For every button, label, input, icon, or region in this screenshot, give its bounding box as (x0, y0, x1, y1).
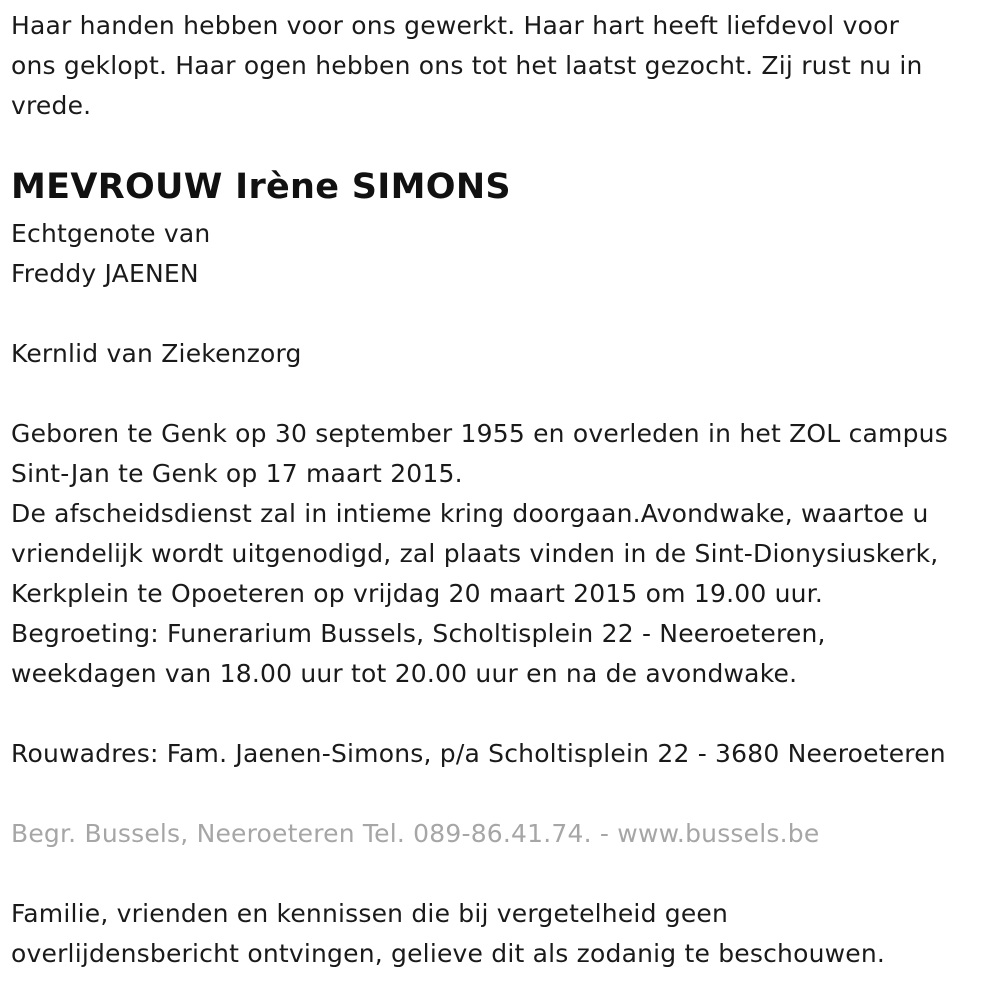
life-and-service-details (11, 414, 948, 694)
poem-line: vrede. (11, 91, 92, 120)
closing-notice (11, 894, 885, 974)
spouse-name: Freddy JAENEN (11, 259, 199, 288)
closing-line: overlijdensbericht ontvingen, gelieve dit als zodanig te beschouwen. (11, 939, 886, 968)
details-line: weekdagen van 18.00 uur tot 20.00 uur en na de avondwake. (11, 659, 798, 688)
details-line: Sint-Jan te Genk op 17 maart 2015. (11, 459, 463, 488)
details-line: De afscheidsdienst zal in intieme kring doorgaan.Avondwake, waartoe u (11, 499, 929, 528)
spouse-info (11, 214, 210, 294)
details-line: Kerkplein te Opoeteren op vrijdag 20 maart 2015 om 19.00 uur. (11, 579, 824, 608)
poem-line: ons geklopt. Haar ogen hebben ons tot het laatst gezocht. Zij rust nu in (11, 51, 923, 80)
membership-info (11, 334, 302, 374)
poem-line: Haar handen hebben voor ons gewerkt. Haar hart heeft liefdevol voor (11, 11, 900, 40)
details-line: Geboren te Genk op 30 september 1955 en overleden in het ZOL campus (11, 419, 948, 448)
details-line: vriendelijk wordt uitgenodigd, zal plaats vinden in de Sint-Dionysiuskerk, (11, 539, 939, 568)
undertaker-text: Begr. Bussels, Neeroeteren Tel. 089-86.41.74. - www.bussels.be (11, 819, 820, 848)
mourning-address-text: Rouwadres: Fam. Jaenen-Simons, p/a Scholtisplein 22 - 3680 Neeroeteren (11, 739, 946, 768)
details-line: Begroeting: Funerarium Bussels, Scholtisplein 22 - Neeroeteren, (11, 619, 826, 648)
mourning-address (11, 734, 946, 774)
undertaker-info (11, 814, 819, 854)
deceased-name: MEVROUW Irène SIMONS (11, 167, 511, 207)
membership-text: Kernlid van Ziekenzorg (11, 339, 302, 368)
spouse-relation: Echtgenote van (11, 219, 211, 248)
memorial-poem (11, 6, 923, 126)
closing-line: Familie, vrienden en kennissen die bij vergetelheid geen (11, 899, 729, 928)
